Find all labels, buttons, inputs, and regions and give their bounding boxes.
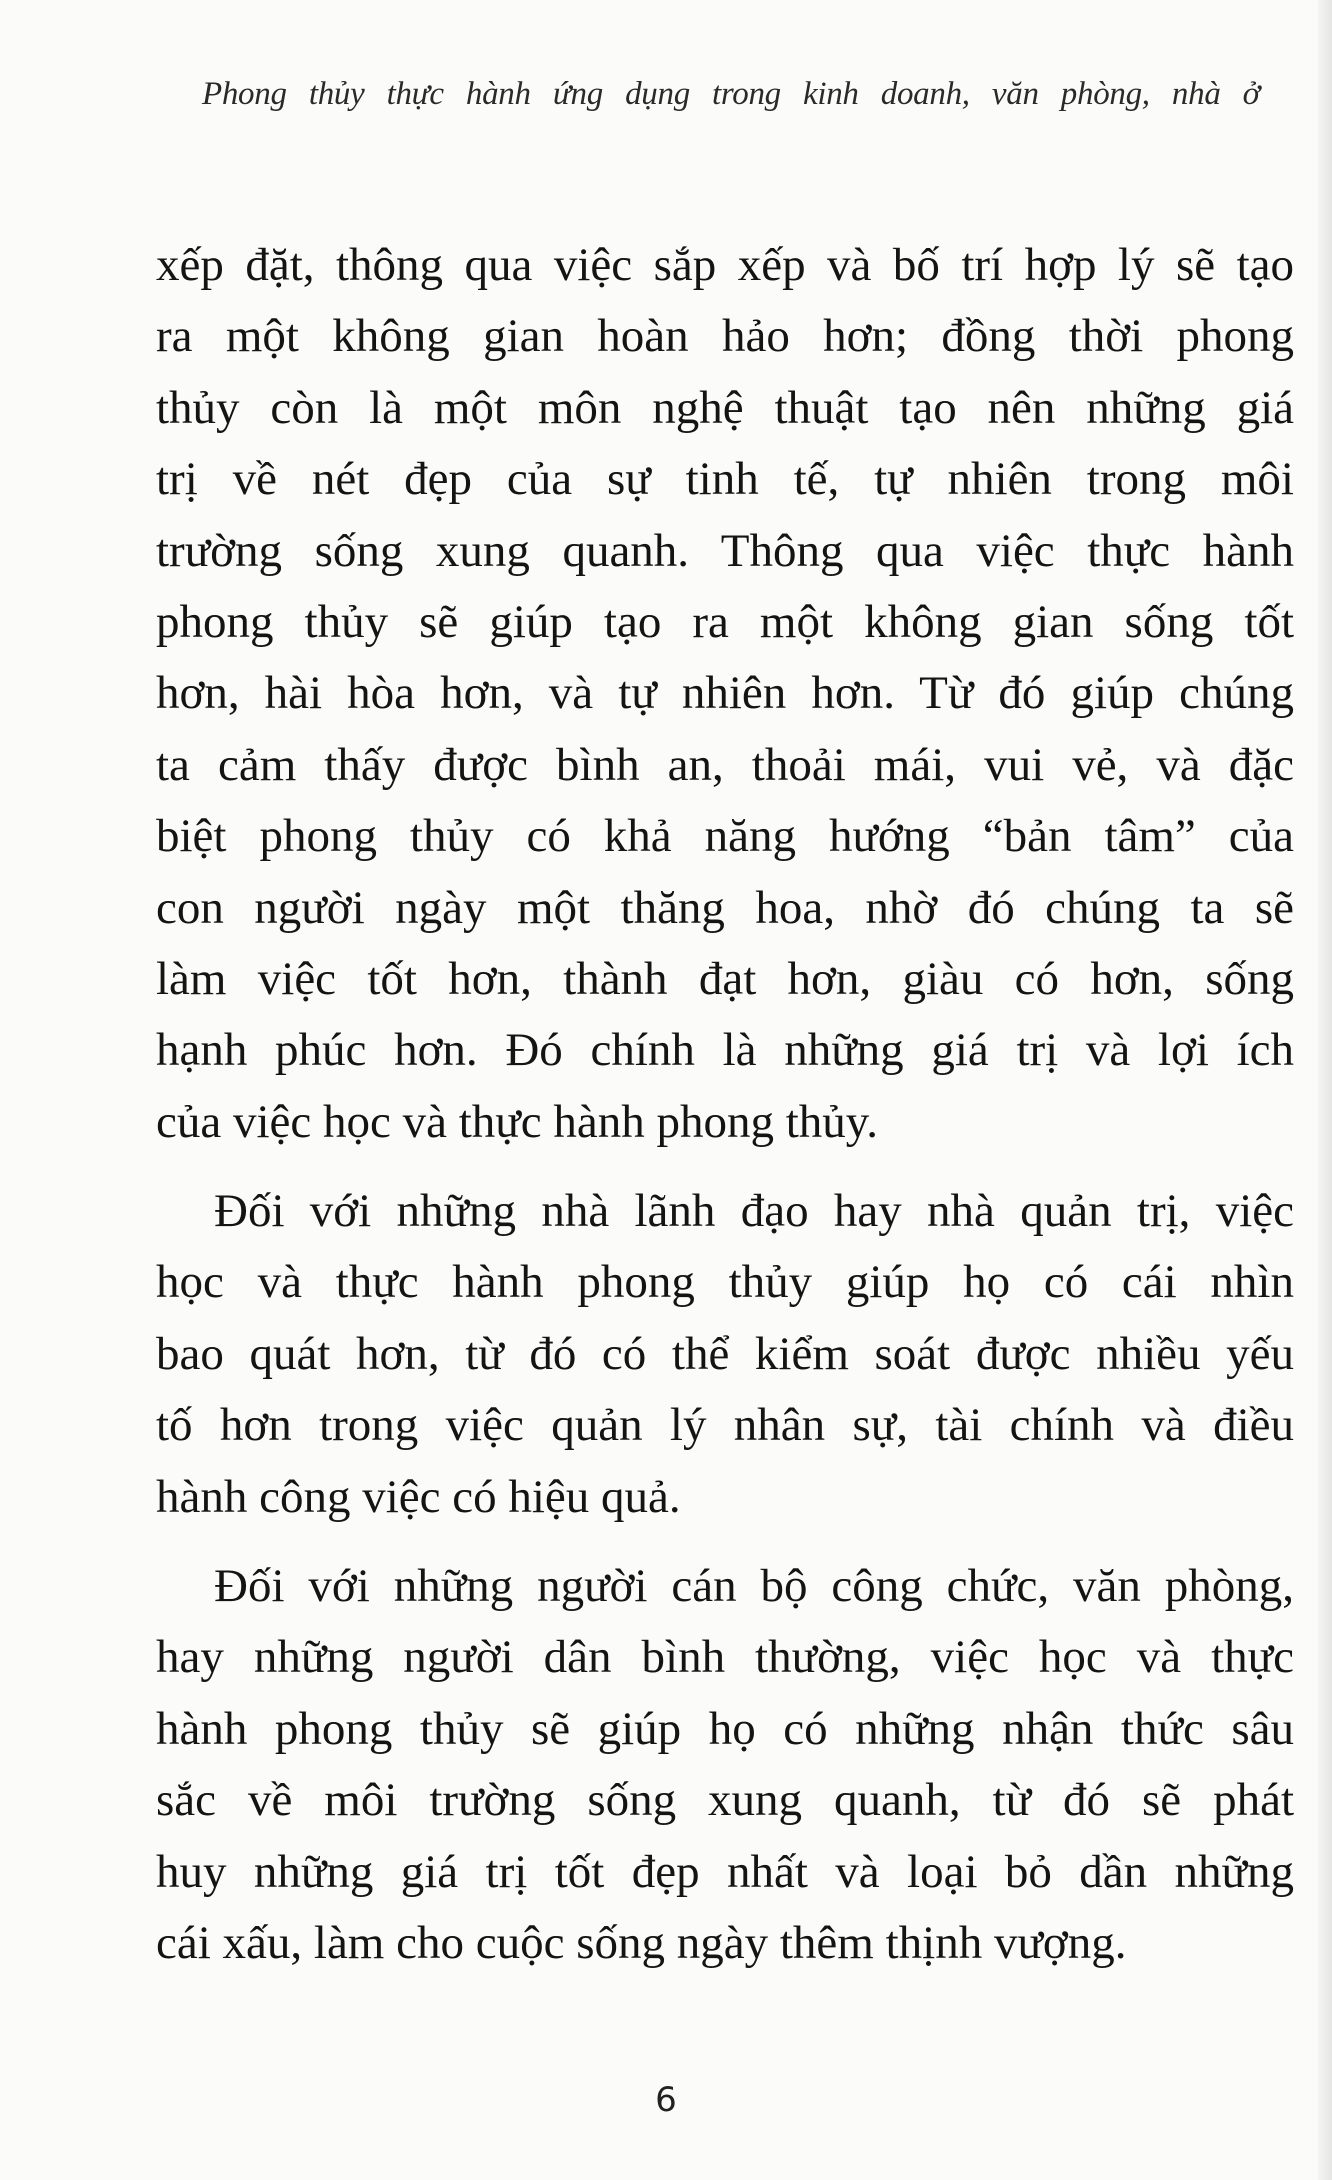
text-line: ra một không gian hoàn hảo hơn; đồng thời phong bbox=[156, 310, 1294, 363]
text-line: hành phong thủy sẽ giúp họ có những nhận thức sâu bbox=[156, 1702, 1294, 1755]
text-line: Đối với những người cán bộ công chức, văn phòng, bbox=[214, 1560, 1294, 1613]
page-edge-shadow bbox=[1318, 0, 1332, 2180]
paragraph bbox=[156, 1176, 1294, 1533]
text-line: thủy còn là một môn nghệ thuật tạo nên những giá bbox=[156, 381, 1294, 434]
text-line: xếp đặt, thông qua việc sắp xếp và bố trí hợp lý sẽ tạo bbox=[156, 239, 1294, 291]
text-line: trị về nét đẹp của sự tinh tế, tự nhiên trong môi bbox=[156, 453, 1294, 506]
text-line: sắc về môi trường sống xung quanh, từ đó sẽ phát bbox=[156, 1774, 1294, 1827]
text-line: con người ngày một thăng hoa, nhờ đó chúng ta sẽ bbox=[156, 881, 1294, 934]
text-line: trường sống xung quanh. Thông qua việc thực hành bbox=[156, 524, 1294, 577]
text-line: hành công việc có hiệu quả. bbox=[156, 1470, 681, 1523]
paragraph bbox=[156, 230, 1294, 1158]
text-line: học và thực hành phong thủy giúp họ có cái nhìn bbox=[156, 1256, 1294, 1309]
text-line: bao quát hơn, từ đó có thể kiểm soát được nhiều yếu bbox=[156, 1327, 1294, 1380]
text-line: hạnh phúc hơn. Đó chính là những giá trị và lợi ích bbox=[156, 1024, 1294, 1077]
text-line: làm việc tốt hơn, thành đạt hơn, giàu có hơn, sống bbox=[156, 952, 1294, 1005]
page-number: 6 bbox=[655, 2080, 677, 2120]
text-line: của việc học và thực hành phong thủy. bbox=[156, 1095, 878, 1148]
text-line: biệt phong thủy có khả năng hướng “bản tâm” của bbox=[156, 810, 1294, 863]
text-line: tố hơn trong việc quản lý nhân sự, tài chính và điều bbox=[156, 1399, 1294, 1452]
body-text bbox=[156, 230, 1294, 1997]
text-line: hơn, hài hòa hơn, và tự nhiên hơn. Từ đó giúp chúng bbox=[156, 667, 1294, 720]
text-line: hay những người dân bình thường, việc học và thực bbox=[156, 1631, 1294, 1684]
text-line: cái xấu, làm cho cuộc sống ngày thêm thịnh vượng. bbox=[156, 1916, 1127, 1969]
text-line: huy những giá trị tốt đẹp nhất và loại bỏ dần những bbox=[156, 1845, 1294, 1898]
text-line: ta cảm thấy được bình an, thoải mái, vui vẻ, và đặc bbox=[156, 738, 1294, 791]
text-line: Đối với những nhà lãnh đạo hay nhà quản trị, việc bbox=[214, 1185, 1294, 1238]
text-line: phong thủy sẽ giúp tạo ra một không gian sống tốt bbox=[156, 595, 1294, 648]
paragraph bbox=[156, 1551, 1294, 1979]
running-header: Phong thủy thực hành ứng dụng trong kinh doanh, văn phòng, nhà ở bbox=[202, 76, 1260, 112]
